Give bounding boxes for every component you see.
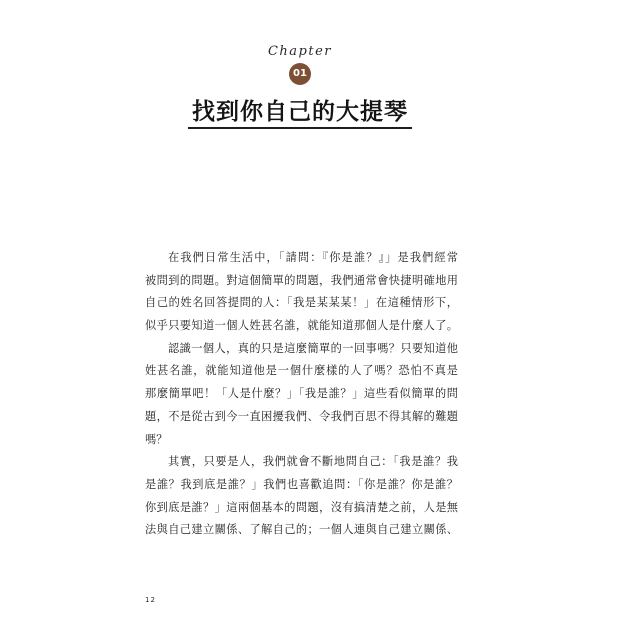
text-line: 被問到的問題。對這個簡單的問題，我們通常會快捷明確地用 [145, 273, 458, 287]
page-number: 12 [145, 596, 156, 604]
text-line: 是誰？我到底是誰？」我們也喜歡追問：「你是誰？你是誰？ [145, 477, 458, 491]
body-text [145, 247, 458, 542]
text-line: 似乎只要知道一個人姓甚名誰，就能知道那個人是什麼人了。 [145, 319, 458, 333]
text-line: 在我們日常生活中，「請問：『你是誰？』」是我們經常 [168, 251, 458, 264]
text-line: 法與自己建立關係、了解自己的；一個人連與自己建立關係、 [145, 523, 458, 537]
paragraph-2 [145, 338, 458, 451]
text-line: 認識一個人，真的只是這麼簡單的一回事嗎？只要知道他 [168, 341, 458, 355]
text-line: 姓甚名誰，就能知道他是一個什麼樣的人了嗎？恐怕不真是 [145, 364, 458, 378]
text-line: 其實，只要是人，我們就會不斷地問自己：「我是誰？我 [168, 455, 458, 469]
text-line: 你到底是誰？」這兩個基本的問題，沒有搞清楚之前，人是無 [145, 500, 458, 514]
title-underline [188, 127, 412, 129]
text-line: 那麼簡單吧！「人是什麼？」「我是誰？」這些看似簡單的問 [145, 387, 458, 401]
paragraph-1 [145, 247, 458, 338]
chapter-number: 01 [293, 68, 307, 79]
text-line: 嗎？ [145, 432, 168, 446]
chapter-title: 找到你自己的大提琴 [192, 99, 408, 125]
paragraph-3 [145, 451, 458, 542]
chapter-label: Chapter [267, 44, 333, 59]
text-line: 自己的姓名回答提問的人：「我是某某某！」在這種情形下， [145, 296, 458, 310]
chapter-number-badge [289, 63, 311, 85]
text-line: 題，不是從古到今一直困擾我們、令我們百思不得其解的難題 [145, 409, 458, 423]
